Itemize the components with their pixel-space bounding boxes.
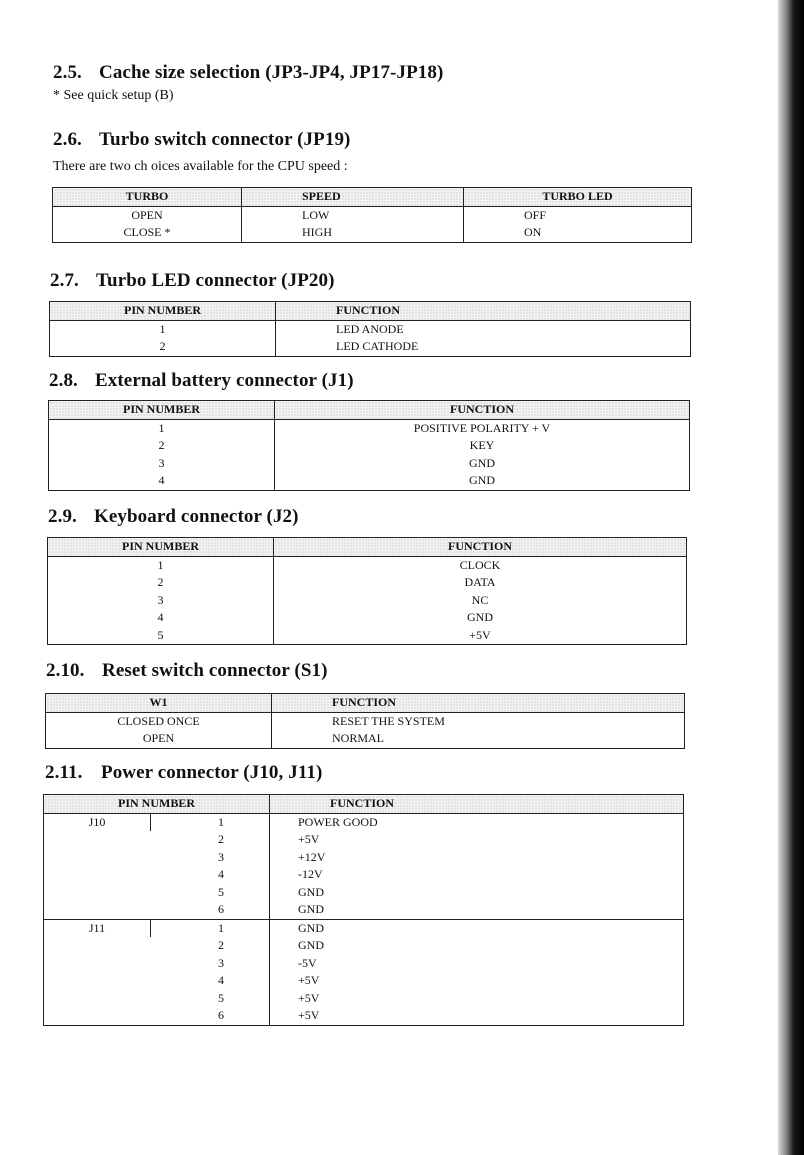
section-heading — [45, 762, 322, 784]
table-cell: 5 — [218, 884, 224, 899]
header-cell: TURBO LED — [464, 188, 692, 207]
section-title: Turbo LED connector (JP20) — [96, 270, 335, 291]
section-heading — [48, 506, 299, 528]
section-keyboard — [48, 506, 299, 528]
table-row — [48, 609, 687, 627]
table-cell: 3 — [218, 849, 224, 864]
table-cell: 1 — [151, 813, 270, 831]
table-cell: GND — [274, 609, 687, 627]
header-cell: FUNCTION — [270, 795, 684, 814]
table-row — [48, 556, 687, 574]
table-cell: 1 — [151, 919, 270, 937]
table-cell: OPEN — [131, 207, 163, 222]
table-cell: 1 — [158, 420, 165, 435]
table-cell: -12V — [270, 866, 684, 884]
section-power-connector — [45, 762, 322, 784]
table-cell: LED CATHODE — [276, 338, 691, 356]
section-reset-switch — [46, 660, 328, 682]
section-title: Keyboard connector (J2) — [94, 506, 299, 527]
table-header-row — [50, 302, 691, 321]
section-turbo-led — [50, 270, 335, 292]
table-cell: GND — [270, 901, 684, 919]
table-cell: HIGH — [242, 224, 464, 242]
table-cell: +12V — [270, 849, 684, 867]
table-cell: RESET THE SYSTEM — [272, 712, 685, 730]
section-number: 2.6. — [53, 129, 82, 150]
table-row — [49, 419, 690, 437]
table-cell: 2 — [157, 575, 164, 589]
header-cell: TURBO — [53, 188, 242, 207]
table-cell: 3 — [218, 955, 224, 970]
table-row — [48, 592, 687, 610]
section-title: Turbo switch connector (JP19) — [99, 129, 351, 150]
table-row — [46, 730, 685, 748]
table-cell: 5 — [218, 990, 224, 1005]
table-cell: 5 — [157, 627, 164, 642]
keyboard-table — [47, 537, 687, 645]
section-number: 2.9. — [48, 506, 77, 527]
table-cell: 2 — [218, 938, 224, 952]
table-row — [49, 437, 690, 455]
section-title: Power connector (J10, J11) — [101, 762, 323, 783]
table-cell: CLOCK — [274, 556, 687, 574]
table-cell: 3 — [157, 592, 164, 607]
cpu-speed-intro: There are two ch oices available for the CPU speed : — [53, 159, 348, 174]
table-row — [49, 455, 690, 473]
table-cell: +5V — [274, 627, 687, 645]
table-cell: GND — [270, 937, 684, 955]
section-cache-size — [53, 62, 443, 104]
table-cell: 4 — [218, 867, 224, 881]
table-cell: 2 — [159, 339, 166, 353]
section-heading — [46, 660, 328, 682]
table-cell: LOW — [242, 206, 464, 224]
table-row — [48, 574, 687, 592]
table-row — [49, 472, 690, 490]
table-cell: 4 — [218, 973, 224, 987]
table-cell: ON — [464, 224, 692, 242]
table-row — [44, 919, 684, 937]
table-row — [50, 338, 691, 356]
section-turbo-switch — [53, 129, 350, 175]
table-cell: -5V — [270, 955, 684, 973]
section-number: 2.8. — [49, 370, 78, 391]
section-title: Reset switch connector (S1) — [102, 660, 328, 681]
table-cell: 4 — [158, 473, 165, 487]
table-cell: LED ANODE — [276, 320, 691, 338]
quick-setup-note: * See quick setup (B) — [53, 88, 174, 103]
reset-switch-table — [45, 693, 685, 749]
header-cell: PIN NUMBER — [50, 302, 276, 321]
table-cell: 6 — [218, 902, 224, 916]
table-cell: 4 — [157, 610, 164, 624]
table-row — [53, 224, 692, 242]
table-cell: NORMAL — [272, 730, 685, 748]
connector-name: J10 — [88, 814, 106, 829]
table-cell: CLOSE * — [123, 225, 171, 239]
table-header-row — [49, 401, 690, 420]
table-header-row — [46, 694, 685, 713]
header-cell: W1 — [46, 694, 272, 713]
power-connector-table — [43, 794, 684, 1026]
turbo-led-table — [49, 301, 691, 357]
external-battery-table — [48, 400, 690, 491]
header-cell: FUNCTION — [276, 302, 691, 321]
scan-page-edge — [778, 0, 804, 1155]
table-cell: POSITIVE POLARITY + V — [275, 419, 690, 437]
turbo-switch-table — [52, 187, 692, 243]
table-cell: 1 — [157, 557, 164, 572]
table-cell: 2 — [158, 438, 165, 452]
table-cell: 1 — [159, 321, 166, 336]
table-cell: +5V — [270, 990, 684, 1008]
connector-name: J11 — [44, 919, 151, 1025]
table-cell: NC — [274, 592, 687, 610]
table-cell: POWER GOOD — [270, 813, 684, 831]
table-header-row — [44, 795, 684, 814]
section-number: 2.11. — [45, 762, 83, 783]
table-cell: 2 — [218, 832, 224, 846]
table-cell: +5V — [270, 1007, 684, 1025]
table-cell: 3 — [158, 455, 165, 470]
table-cell: DATA — [274, 574, 687, 592]
section-external-battery — [49, 370, 354, 392]
header-cell: FUNCTION — [275, 401, 690, 420]
table-cell: KEY — [275, 437, 690, 455]
section-number: 2.7. — [50, 270, 79, 291]
table-row — [53, 206, 692, 224]
section-heading — [53, 62, 443, 84]
table-header-row — [53, 188, 692, 207]
section-heading — [50, 270, 335, 292]
table-cell: OFF — [464, 206, 692, 224]
header-cell: SPEED — [242, 188, 464, 207]
table-row — [44, 813, 684, 831]
header-cell: PIN NUMBER — [44, 795, 270, 814]
section-number: 2.10. — [46, 660, 85, 681]
header-cell: FUNCTION — [272, 694, 685, 713]
header-cell: PIN NUMBER — [48, 538, 274, 557]
table-row — [46, 712, 685, 730]
section-heading — [53, 129, 350, 151]
table-row — [48, 627, 687, 645]
section-title: Cache size selection (JP3-JP4, JP17-JP18) — [99, 62, 444, 83]
table-header-row — [48, 538, 687, 557]
header-cell: FUNCTION — [274, 538, 687, 557]
table-cell: CLOSED ONCE — [117, 713, 200, 728]
table-cell: GND — [275, 455, 690, 473]
table-cell: GND — [275, 472, 690, 490]
table-cell: +5V — [270, 972, 684, 990]
section-title: External battery connector (J1) — [95, 370, 354, 391]
table-cell: GND — [270, 919, 684, 937]
section-number: 2.5. — [53, 62, 82, 83]
table-cell: 6 — [218, 1008, 224, 1022]
table-cell: GND — [270, 884, 684, 902]
section-heading — [49, 370, 354, 392]
table-cell: +5V — [270, 831, 684, 849]
table-cell: OPEN — [142, 731, 175, 745]
header-cell: PIN NUMBER — [49, 401, 275, 420]
table-row — [50, 320, 691, 338]
